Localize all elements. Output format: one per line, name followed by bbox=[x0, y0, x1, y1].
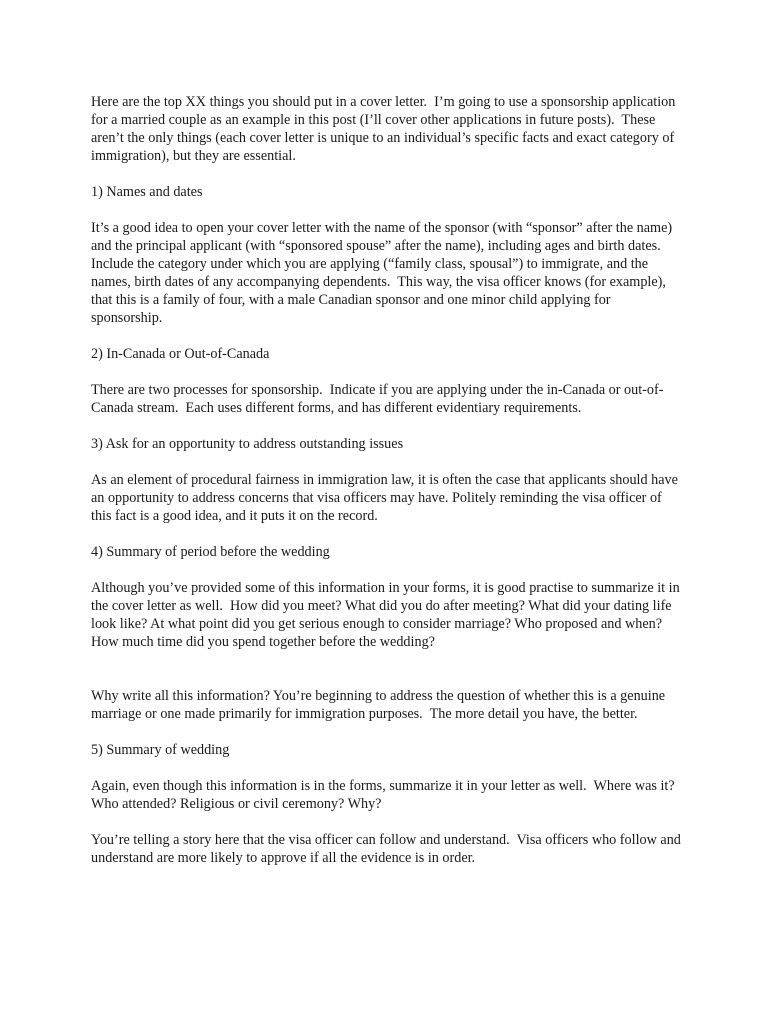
section-paragraph: Again, even though this information is in the forms, summarize it in your letter as well. Where was it? Who attended? Religious or civil ceremony? Why? bbox=[91, 778, 678, 812]
section-paragraph: You’re telling a story here that the visa officer can follow and understand. Visa officers who follow and understand are more likely to approve if all the evidence is in order. bbox=[91, 832, 685, 866]
section-paragraph: There are two processes for sponsorship. Indicate if you are applying under the in-Canada or out-of-Canada stream. Each uses different forms, and has different evidentiary requirements. bbox=[91, 382, 664, 416]
section-heading-names-dates: 1) Names and dates bbox=[91, 184, 203, 200]
section-paragraph: Why write all this information? You’re beginning to address the question of whether this is a genuine marriage or one made primarily for immigration purposes. The more detail you have, the better. bbox=[91, 688, 669, 722]
section-paragraph: It’s a good idea to open your cover letter with the name of the sponsor (with “sponsor” after the name) and the principal applicant (with “sponsored spouse” after the name), including ages and birth dates. Include the category under which you are applying (“family class, spousal”) to immigrate, and the names, birth dates of any accompanying dependents. This way, the visa officer knows (for example), that this is a family of four, with a male Canadian sponsor and one minor child applying for sponsorship. bbox=[91, 220, 676, 326]
section-heading-before-wedding: 4) Summary of period before the wedding bbox=[91, 544, 330, 560]
section-heading-outstanding-issues: 3) Ask for an opportunity to address outstanding issues bbox=[91, 436, 404, 452]
section-paragraph: As an element of procedural fairness in immigration law, it is often the case that applicants should have an opportunity to address concerns that visa officers may have. Politely reminding the visa officer of this fact is a good idea, and it puts it on the record. bbox=[91, 472, 682, 524]
section-paragraph: Although you’ve provided some of this information in your forms, it is good practise to summarize it in the cover letter as well. How did you meet? What did you do after meeting? What did your dating life look like? At what point did you get serious enough to consider marriage? Who proposed and when? How much time did you spend together before the wedding? bbox=[91, 580, 684, 650]
section-heading-in-out-canada: 2) In-Canada or Out-of-Canada bbox=[91, 346, 270, 362]
section-heading-wedding: 5) Summary of wedding bbox=[91, 742, 230, 758]
document-body bbox=[91, 93, 685, 885]
intro-paragraph: Here are the top XX things you should put in a cover letter. I’m going to use a sponsorship application for a married couple as an example in this post (I’ll cover other applications in future posts). These aren’t the only things (each cover letter is unique to an individual’s specific facts and exact category of immigration), but they are essential. bbox=[91, 94, 679, 164]
